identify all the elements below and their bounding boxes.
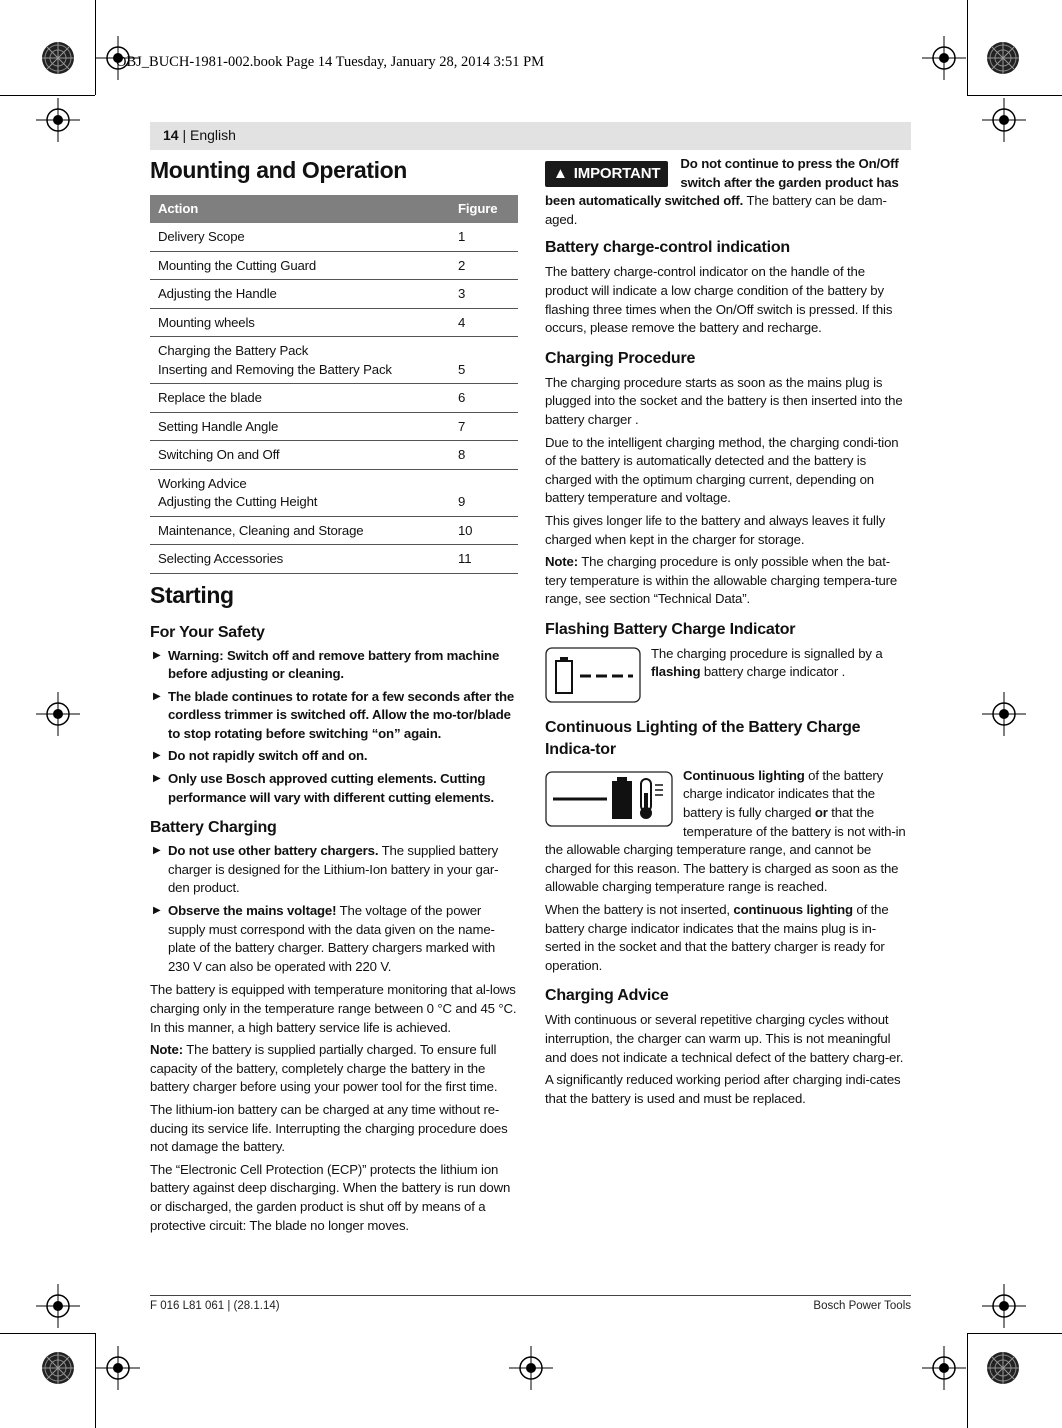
paragraph: The battery charge-control indicator on the handle of the product will indicate a low charge condition of the battery by flashing three times when the On/Off switch is pressed. If this occurs, please remove the battery and recharge. [545, 264, 893, 336]
bullet-arrow-icon: ▶ [153, 773, 161, 785]
flashing-indicator-block [545, 645, 911, 705]
col-action-header: Action [150, 195, 450, 223]
ni-bold: continuous lighting [733, 902, 853, 918]
page-header [163, 127, 236, 143]
cross-register-mark [982, 98, 1026, 142]
section-title-starting: Starting [150, 581, 234, 608]
cross-register-mark [982, 1284, 1026, 1328]
important-badge [545, 161, 668, 187]
safety-item-text: Do not rapidly switch off and on. [168, 748, 368, 764]
paragraph: The battery is equipped with temperature monitoring that al-lows charging only in the temperature range between 0 °C and 45 °C. In this manner, a high battery service life is achieved. [150, 982, 517, 1035]
paragraph: This gives longer life to the battery and always leaves it fully charged when kept in the charger for storage. [545, 512, 886, 547]
bullet-text: The voltage of the power supply must correspond with the data given on the name-plate of the battery charger. Battery chargers marked with 230 V can also be operated with 220 V. [168, 903, 496, 974]
left-column [150, 155, 518, 1235]
figure-cell: 1 [450, 223, 518, 251]
cross-register-mark [509, 1346, 553, 1390]
continuous-indicator-block [545, 767, 911, 897]
flash-text: battery charge indicator . [700, 664, 846, 680]
action-figure-table [150, 195, 518, 574]
safety-list [150, 647, 518, 808]
paragraph [150, 1041, 518, 1097]
bullet-arrow-icon: ▶ [153, 690, 161, 702]
figure-cell: 5 [450, 337, 518, 384]
page-number: 14 [163, 127, 179, 143]
action-cell: Charging the Battery Pack [158, 343, 309, 358]
important-notice [545, 155, 911, 229]
cross-register-mark [36, 1284, 80, 1328]
heading-flashing-indicator: Flashing Battery Charge Indicator [545, 620, 796, 638]
table-row [150, 545, 518, 574]
section-title-mounting: Mounting and Operation [150, 157, 407, 183]
action-cell: Adjusting the Handle [158, 286, 277, 301]
action-cell: Replace the blade [158, 390, 262, 405]
list-item [150, 647, 518, 684]
important-label: IMPORTANT [573, 165, 661, 182]
star-register-mark [987, 1352, 1019, 1384]
cross-register-mark [922, 36, 966, 80]
header-language: English [190, 127, 236, 143]
bullet-bold: Do not use other battery chargers. [168, 843, 379, 859]
action-cell: Setting Handle Angle [158, 418, 279, 434]
cont-bold: Continuous lighting [683, 767, 805, 783]
page-header-bar [150, 122, 911, 150]
star-register-mark [42, 42, 74, 74]
figure-cell: 7 [450, 412, 518, 441]
paragraph: The “Electronic Cell Protection (ECP)” protects the lithium ion battery against deep discharging. When the battery is run down or discharged, the garden product is shut off by means of a protective circuit: The blade no longer moves. [150, 1161, 511, 1233]
action-cell: Maintenance, Cleaning and Storage [158, 522, 364, 538]
heading-for-your-safety: For Your Safety [150, 623, 265, 641]
action-cell: Selecting Accessories [158, 551, 284, 566]
paragraph: The charging procedure starts as soon as the mains plug is plugged into the socket and the battery is then inserted into the battery charger . [545, 374, 903, 427]
list-item [150, 902, 518, 976]
important-text: The battery can be dam-aged. [545, 193, 887, 227]
cross-register-mark [922, 1346, 966, 1390]
cross-register-mark [36, 98, 80, 142]
cross-register-mark [36, 692, 80, 736]
table-row [150, 516, 518, 545]
paragraph: The lithium-ion battery can be charged at any time without re-ducing its service life. Interrupting the charging procedure does not damage the battery. [150, 1101, 508, 1155]
flashing-battery-indicator-icon [545, 647, 641, 703]
bullet-arrow-icon: ▶ [153, 750, 161, 762]
star-register-mark [987, 42, 1019, 74]
table-row [150, 441, 518, 470]
figure-cell: 11 [450, 545, 518, 574]
figure-cell: 3 [450, 280, 518, 309]
table-row [150, 469, 518, 516]
table-row [150, 223, 518, 251]
table-row [150, 337, 518, 384]
table-row [150, 280, 518, 309]
heading-charging-advice: Charging Advice [545, 987, 669, 1005]
figure-cell: 6 [450, 384, 518, 413]
continuous-battery-indicator-icon [545, 771, 673, 827]
list-item [150, 747, 518, 766]
bullet-bold: Observe the mains voltage! [168, 903, 337, 919]
safety-item-text: Only use Bosch approved cutting elements. Cutting performance will vary with different cutting elements. [168, 771, 495, 805]
heading-charging-procedure: Charging Procedure [545, 349, 696, 367]
figure-cell: 9 [450, 469, 518, 516]
flash-bold: flashing [651, 664, 701, 680]
figure-cell: 4 [450, 308, 518, 337]
action-cell-line2: Adjusting the Cutting Height [158, 494, 318, 509]
bullet-text: The supplied battery charger is designed for the Lithium-Ion battery in your gar-den product. [168, 843, 499, 896]
cross-register-mark [96, 1346, 140, 1390]
note-text: The charging procedure is only possible when the bat-tery temperature is within the allowable charging tempera-ture range, see section “Technical Data”. [545, 554, 898, 607]
safety-item-text: Warning: Switch off and remove battery from machine before adjusting or cleaning. [168, 647, 500, 682]
figure-cell: 2 [450, 251, 518, 280]
table-body [150, 223, 518, 573]
paragraph: Due to the intelligent charging method, the charging condi-tion of the battery is automatically detected and the battery is charged with the optimum charging current, depending on battery temperature and voltage. [545, 434, 899, 506]
table-row [150, 251, 518, 280]
note-label: Note: [150, 1042, 183, 1058]
warning-triangle-icon: ▲ [553, 165, 568, 182]
cross-register-mark [982, 692, 1026, 736]
header-separator: | [178, 127, 190, 143]
action-cell-line2: Inserting and Removing the Battery Pack [158, 361, 392, 377]
cont-text: that the temperature of the battery is not with-in the allowable charging temperature range, and cannot be charged for this reason. The battery is charged as soon as the allowable charging temperature range is reached. [545, 805, 906, 895]
table-row [150, 384, 518, 413]
ni-text: When the battery is not inserted, [545, 902, 734, 918]
paragraph: A significantly reduced working period after charging indi-cates that the battery is used and must be replaced. [545, 1072, 901, 1106]
star-register-mark [42, 1352, 74, 1384]
bullet-arrow-icon: ▶ [153, 649, 161, 661]
important-bold-text: Do not continue to press the On/Off switch after the garden product has been automatically switched off. [545, 156, 899, 209]
note-text: The battery is supplied partially charged. To ensure full capacity of the battery, completely charge the battery in the battery charger before using your power tool for the first time. [150, 1042, 498, 1095]
bullet-arrow-icon: ▶ [153, 845, 161, 857]
footer-right: Bosch Power Tools [813, 1300, 911, 1312]
action-cell: Switching On and Off [158, 447, 280, 462]
ni-text: of the battery charge indicator indicates that the mains plug is in-serted in the socket and that the battery charger is ready for operation. [545, 902, 889, 973]
paragraph: With continuous or several repetitive charging cycles without interruption, the charger can warm up. This is not meaningful and does not indicate a technical defect of the battery charg-er. [545, 1012, 904, 1065]
figure-cell: 10 [450, 516, 518, 545]
safety-item-text: The blade continues to rotate for a few seconds after the cordless trimmer is switched off. Allow the mo-tor/blade to stop rotating before switching “on” again. [168, 688, 515, 741]
list-item [150, 688, 518, 744]
footer-left: F 016 L81 061 | (28.1.14) [150, 1300, 280, 1312]
table-row [150, 412, 518, 441]
paragraph [545, 553, 911, 609]
flash-text: The charging procedure is signalled by a [651, 645, 883, 661]
paragraph [545, 901, 911, 975]
heading-battery-charging: Battery Charging [150, 819, 277, 837]
action-cell: Working Advice [158, 475, 247, 491]
col-figure-header: Figure [450, 195, 518, 223]
cont-text: of the battery charge indicator indicates that the battery is fully charged [683, 767, 884, 821]
table-row [150, 308, 518, 337]
list-item [150, 842, 518, 898]
print-slug: OBJ_BUCH-1981-002.book Page 14 Tuesday, January 28, 2014 3:51 PM [116, 54, 545, 70]
action-cell: Mounting the Cutting Guard [158, 257, 317, 273]
note-label: Note: [545, 554, 578, 570]
cont-or: or [814, 805, 828, 821]
heading-charge-control: Battery charge-control indication [545, 239, 790, 257]
footer-rule [150, 1295, 911, 1296]
heading-continuous-lighting: Continuous Lighting of the Battery Charge Indica-tor [545, 718, 861, 758]
right-column [545, 155, 911, 1108]
action-cell: Mounting wheels [158, 314, 255, 330]
figure-cell: 8 [450, 441, 518, 470]
bullet-arrow-icon: ▶ [153, 905, 161, 917]
list-item [150, 770, 518, 807]
action-cell: Delivery Scope [158, 229, 245, 244]
